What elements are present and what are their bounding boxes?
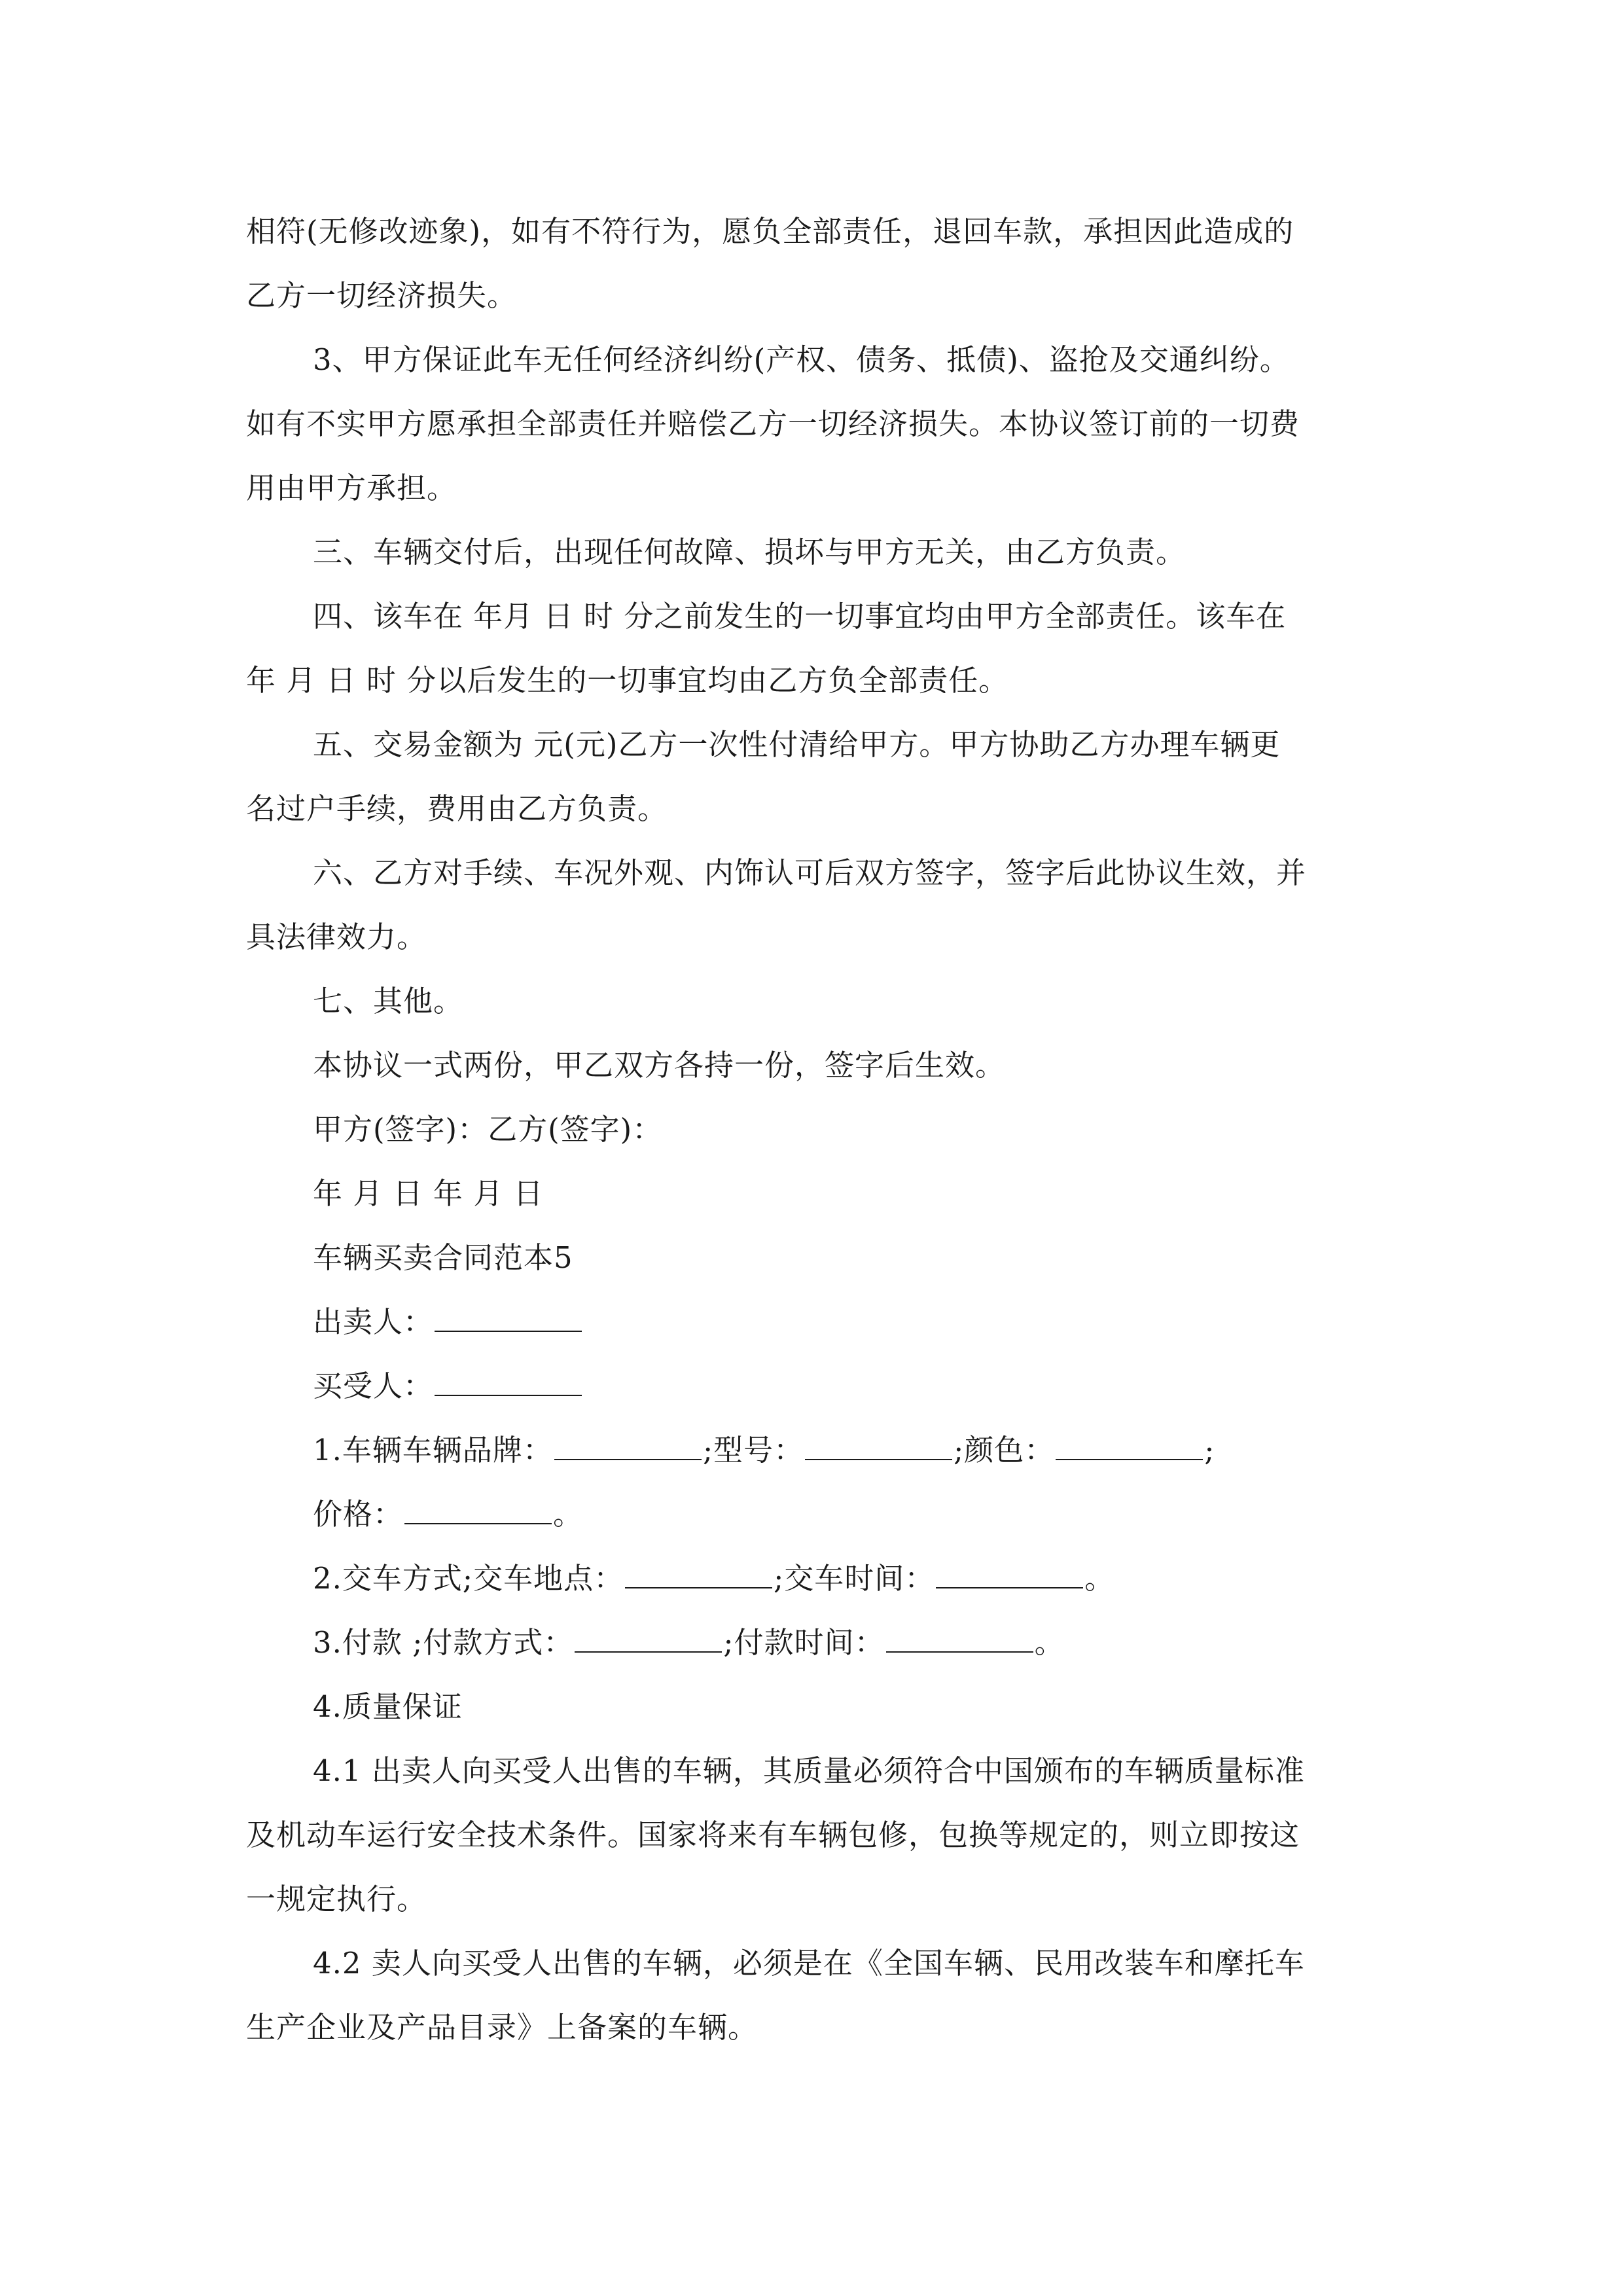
section-6: 六、乙方对手续、车况外观、内饰认可后双方签字，签字后此协议生效，并 [313,855,1307,890]
period-text: 。 [1034,1625,1065,1660]
delivery-time-label: ;交车时间： [774,1561,935,1596]
delivery-place-blank [625,1561,772,1588]
price-row [246,1482,1378,1547]
brand-blank [554,1433,702,1460]
payment-row [246,1611,1378,1675]
date-line: 年 月 日 年 月 日 [313,1176,544,1211]
contract-title: 车辆买卖合同范本5 [313,1240,573,1275]
clause-3: 3、甲方保证此车无任何经济纠纷(产权、债务、抵债)、盗抢及交通纠纷。 [313,342,1290,377]
text-line: 具法律效力。 [246,920,427,954]
seller-label: 出卖人： [313,1304,434,1339]
text-line: 名过户手续，费用由乙方负责。 [246,791,668,826]
clause-4-2: 4.2 卖人向买受人出售的车辆，必须是在《全国车辆、民用改装车和摩托车 [313,1946,1305,1981]
clause-4-1: 4.1 出卖人向买受人出售的车辆，其质量必须符合中国颁布的车辆质量标准 [313,1753,1305,1788]
text-line: 相符(无修改迹象)，如有不符行为，愿负全部责任，退回车款，承担因此造成的 [246,214,1294,249]
payment-method-blank [575,1625,722,1653]
model-blank [805,1433,952,1460]
section-3: 三、车辆交付后，出现任何故障、损坏与甲方无关，由乙方负责。 [313,535,1186,569]
color-blank [1056,1433,1203,1460]
payment-time-blank [886,1625,1033,1653]
model-label: ;型号： [702,1433,804,1467]
text-line: 乙方一切经济损失。 [246,278,518,313]
color-label: ;颜色： [954,1433,1055,1467]
delivery-place-label: 2.交车方式;交车地点： [313,1561,624,1596]
text-line: 一规定执行。 [246,1882,427,1916]
quality-heading: 4.质量保证 [313,1689,463,1724]
text-line: 如有不实甲方愿承担全部责任并赔偿乙方一切经济损失。本协议签订前的一切费 [246,406,1300,441]
document-body [246,200,1378,2060]
text-line: 用由甲方承担。 [246,471,457,505]
payment-time-label: ;付款时间： [723,1625,885,1660]
buyer-label: 买受人： [313,1369,434,1403]
buyer-row [246,1354,1378,1418]
buyer-blank [435,1369,582,1396]
price-blank [404,1497,552,1524]
price-label: 价格： [313,1497,404,1532]
seller-row [246,1290,1378,1354]
section-4: 四、该车在 年月 日 时 分之前发生的一切事宜均由甲方全部责任。该车在 [313,599,1287,634]
text-line: 年 月 日 时 分以后发生的一切事宜均由乙方负全部责任。 [246,663,1009,698]
payment-method-label: 3.付款 ;付款方式： [313,1625,574,1660]
delivery-time-blank [936,1561,1083,1588]
section-7: 七、其他。 [313,984,464,1018]
period-text: 。 [553,1497,584,1532]
copies-note: 本协议一式两份，甲乙双方各持一份，签字后生效。 [313,1048,1006,1083]
text-line: 及机动车运行安全技术条件。国家将来有车辆包修，包换等规定的，则立即按这 [246,1818,1300,1852]
vehicle-row [246,1418,1378,1482]
text-line: 生产企业及产品目录》上备案的车辆。 [246,2010,758,2045]
signature-line: 甲方(签字)：乙方(签字)： [313,1112,663,1147]
brand-label: 1.车辆车辆品牌： [313,1433,553,1467]
seller-blank [435,1304,582,1332]
period-text: 。 [1084,1561,1115,1596]
semicolon-text: ; [1204,1433,1215,1467]
delivery-row [246,1547,1378,1611]
section-5: 五、交易金额为 元(元)乙方一次性付清给甲方。甲方协助乙方办理车辆更 [313,727,1281,762]
